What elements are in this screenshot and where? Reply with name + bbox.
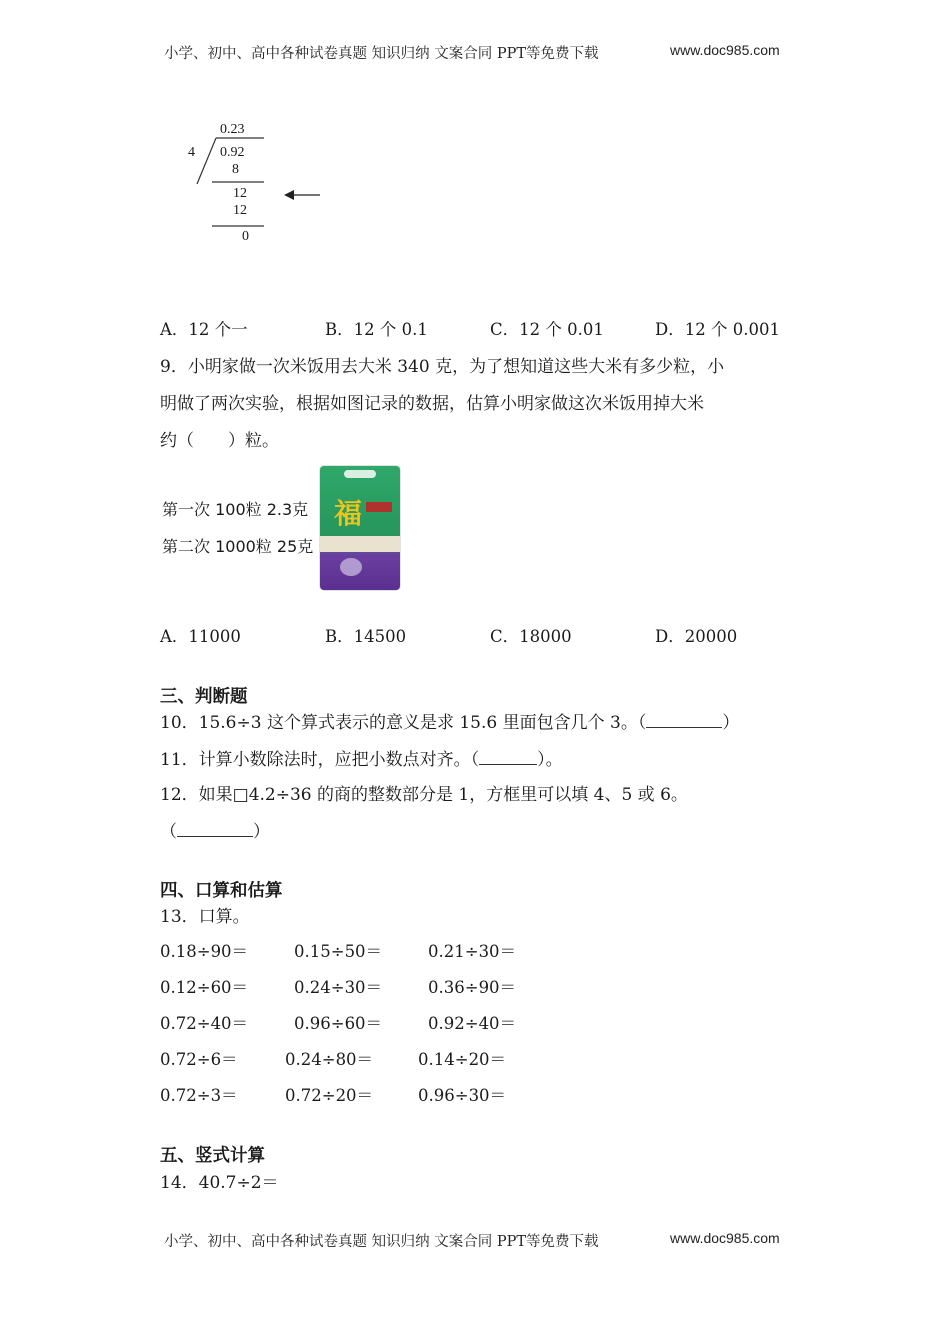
footer-site-link[interactable]: www.doc985.com	[670, 1230, 780, 1246]
page-header	[164, 42, 599, 63]
calc-1-1: 0.18÷90＝	[160, 942, 249, 961]
q9-record-1: 第一次 100粒 2.3克	[162, 500, 309, 519]
q11-close: ）。	[537, 750, 563, 770]
calc-3-3: 0.92÷40＝	[428, 1014, 517, 1033]
footer-text: 小学、初中、高中各种试卷真题 知识归纳 文案合同 PPT等免费下载	[164, 1234, 599, 1250]
quotient: 0.23	[220, 122, 245, 137]
q12-open: （	[160, 822, 177, 842]
q9-line-3: 约（ ）粒。	[160, 431, 279, 451]
bag-seal	[340, 558, 362, 576]
footer-site[interactable]	[670, 1230, 780, 1247]
bag-band	[320, 536, 400, 552]
q11-answer-blank[interactable]	[479, 750, 537, 765]
section-5-title: 五、竖式计算	[160, 1146, 265, 1166]
divisor: 4	[188, 145, 195, 160]
bag-handle	[344, 470, 376, 478]
calc-4-1: 0.72÷6＝	[160, 1050, 238, 1069]
header-site[interactable]	[670, 42, 780, 59]
q9-option-b[interactable]: B．14500	[325, 627, 407, 646]
q9-option-d[interactable]: D．20000	[655, 627, 738, 646]
step-2: 12	[233, 203, 247, 218]
q9-line-1: 9．小明家做一次米饭用去大米 340 克，为了想知道这些大米有多少粒，小	[160, 357, 725, 377]
calc-2-2: 0.24÷30＝	[294, 978, 383, 997]
calc-5-2: 0.72÷20＝	[285, 1086, 374, 1105]
q10-text: 10．15.6÷3 这个算式表示的意义是求 15.6 里面包含几个 3。（	[160, 713, 647, 733]
q12-text: 12．如果□4.2÷36 的商的整数部分是 1，方框里可以填 4、5 或 6。	[160, 785, 688, 805]
q8-option-c[interactable]: C．12 个 0.01	[490, 320, 604, 339]
header-site-link[interactable]: www.doc985.com	[670, 42, 780, 58]
header-text: 小学、初中、高中各种试卷真题 知识归纳 文案合同 PPT等免费下载	[164, 46, 599, 62]
q9-option-a[interactable]: A．11000	[160, 627, 241, 646]
dividend: 0.92	[220, 145, 245, 160]
q10-close: ）	[722, 713, 740, 733]
q8-option-b[interactable]: B．12 个 0.1	[325, 320, 428, 339]
calc-2-1: 0.12÷60＝	[160, 978, 249, 997]
q12-answer	[160, 817, 270, 842]
calc-1-3: 0.21÷30＝	[428, 942, 517, 961]
bag-logo-character: 福	[334, 497, 363, 530]
q10-answer-blank[interactable]	[646, 713, 722, 728]
q8-option-d[interactable]: D．12 个 0.001	[655, 320, 780, 339]
calc-5-3: 0.96÷30＝	[418, 1086, 507, 1105]
q10	[160, 708, 739, 733]
calc-3-2: 0.96÷60＝	[294, 1014, 383, 1033]
calc-3-1: 0.72÷40＝	[160, 1014, 249, 1033]
calc-5-1: 0.72÷3＝	[160, 1086, 238, 1105]
q12-close: ）	[253, 822, 270, 842]
q9-record-2: 第二次 1000粒 25克	[162, 537, 314, 556]
q11-text: 11．计算小数除法时，应把小数点对齐。（	[160, 750, 480, 770]
q8-option-a[interactable]: A．12 个一	[160, 320, 248, 339]
calc-2-3: 0.36÷90＝	[428, 978, 517, 997]
calc-1-2: 0.15÷50＝	[294, 942, 383, 961]
bag-label	[366, 502, 392, 512]
step-1: 8	[232, 162, 239, 177]
q14: 14．40.7÷2＝	[160, 1173, 279, 1193]
calc-4-3: 0.14÷20＝	[418, 1050, 507, 1069]
page-footer	[164, 1230, 599, 1251]
calc-4-2: 0.24÷80＝	[285, 1050, 374, 1069]
q9-line-2: 明做了两次实验，根据如图记录的数据，估算小明家做这次米饭用掉大米	[160, 394, 704, 414]
q13: 13．口算。	[160, 907, 250, 927]
remainder-1: 12	[233, 186, 247, 201]
division-lines	[180, 118, 330, 248]
section-3-title: 三、判断题	[160, 687, 248, 707]
final-remainder: 0	[242, 229, 249, 244]
q11	[160, 745, 563, 770]
q9-option-c[interactable]: C．18000	[490, 627, 572, 646]
section-4-title: 四、口算和估算	[160, 881, 283, 901]
rice-bag-image	[320, 466, 400, 590]
q12-answer-blank[interactable]	[177, 822, 253, 837]
